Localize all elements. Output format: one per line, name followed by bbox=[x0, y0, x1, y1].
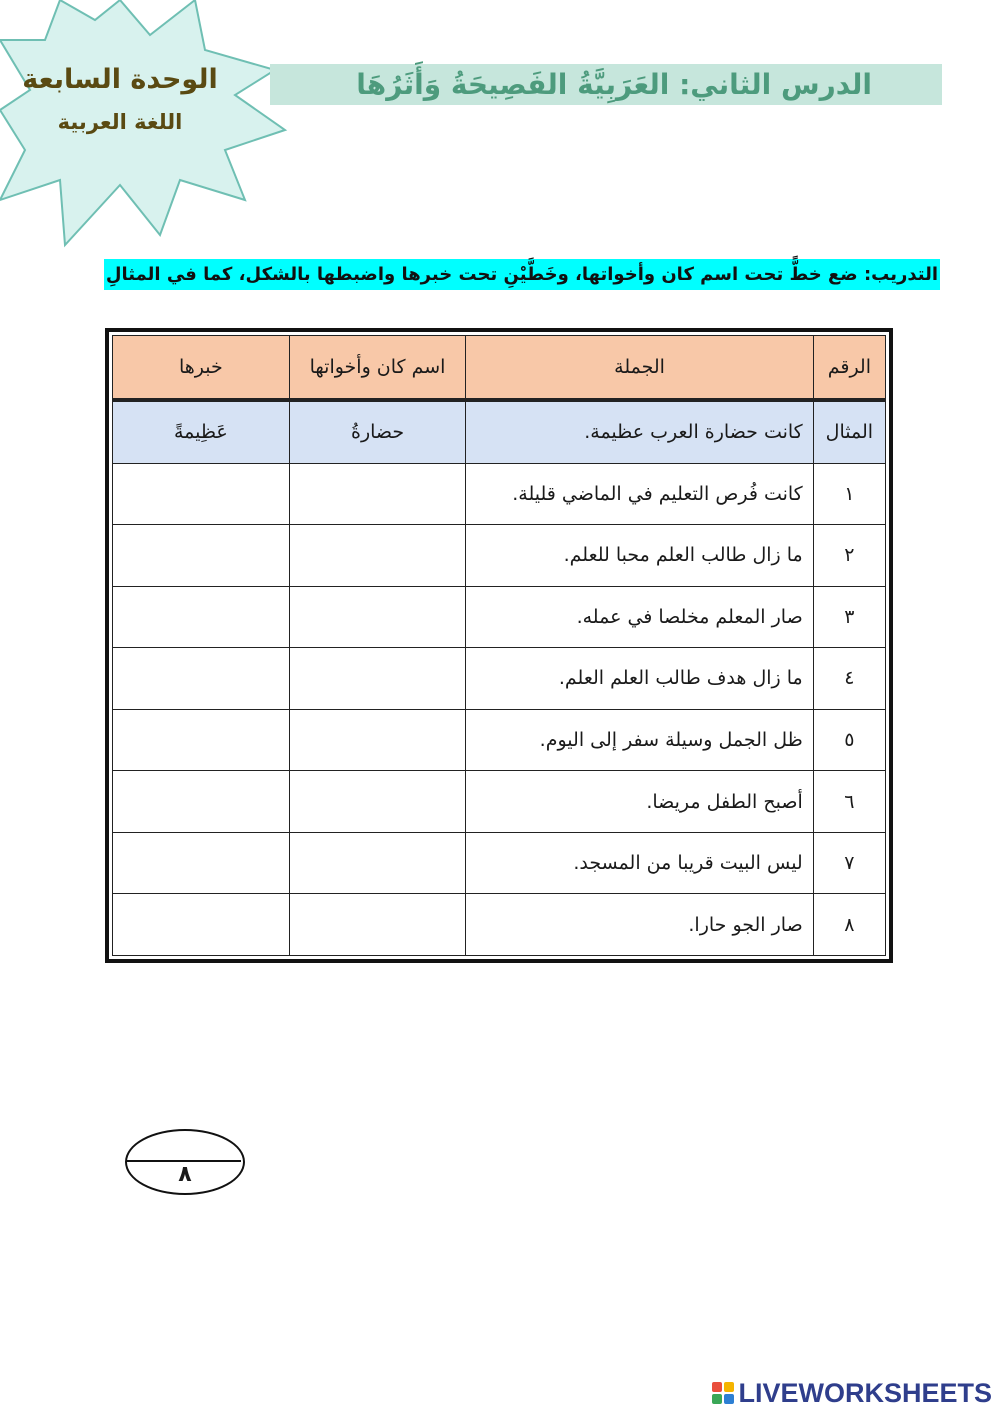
answer-predicate-cell[interactable] bbox=[113, 894, 290, 956]
answer-kana-noun-cell[interactable] bbox=[289, 709, 466, 771]
table-row bbox=[113, 463, 886, 525]
answer-predicate-cell[interactable] bbox=[113, 771, 290, 833]
liveworksheets-icon bbox=[712, 1382, 734, 1404]
exercise-table bbox=[112, 335, 886, 956]
header-number: الرقم bbox=[813, 336, 885, 401]
answer-kana-noun-cell[interactable] bbox=[289, 771, 466, 833]
answer-predicate-cell[interactable] bbox=[113, 463, 290, 525]
table-row bbox=[113, 586, 886, 648]
row-number: ٥ bbox=[813, 709, 885, 771]
row-sentence: صار الجو حارا. bbox=[466, 894, 813, 956]
row-sentence: ظل الجمل وسيلة سفر إلى اليوم. bbox=[466, 709, 813, 771]
table-row bbox=[113, 894, 886, 956]
lesson-title: الدرس الثاني: العَرَبِيَّةُ الفَصِيحَةُ وَأَثَرُهَا bbox=[356, 68, 872, 101]
answer-kana-noun-cell[interactable] bbox=[289, 586, 466, 648]
header-sentence: الجملة bbox=[466, 336, 813, 401]
row-number: ٦ bbox=[813, 771, 885, 833]
row-number: ١ bbox=[813, 463, 885, 525]
example-row bbox=[113, 400, 886, 463]
row-number: ٢ bbox=[813, 525, 885, 587]
unit-subject: اللغة العربية bbox=[57, 110, 183, 134]
table-row bbox=[113, 771, 886, 833]
exercise-table-frame bbox=[105, 328, 893, 963]
example-kana-noun: حضارةُ bbox=[289, 400, 466, 463]
table-row bbox=[113, 709, 886, 771]
page-number: ٨ bbox=[178, 1162, 192, 1187]
answer-kana-noun-cell[interactable] bbox=[289, 525, 466, 587]
example-sentence: كانت حضارة العرب عظيمة. bbox=[466, 400, 813, 463]
row-sentence: ما زال طالب العلم محبا للعلم. bbox=[466, 525, 813, 587]
row-sentence: صار المعلم مخلصا في عمله. bbox=[466, 586, 813, 648]
table-row bbox=[113, 832, 886, 894]
example-number: المثال bbox=[813, 400, 885, 463]
example-predicate: عَظِيمةً bbox=[113, 400, 290, 463]
answer-kana-noun-cell[interactable] bbox=[289, 832, 466, 894]
row-sentence: كانت فُرص التعليم في الماضي قليلة. bbox=[466, 463, 813, 525]
header-kana-noun: اسم كان وأخواتها bbox=[289, 336, 466, 401]
answer-predicate-cell[interactable] bbox=[113, 525, 290, 587]
row-number: ٤ bbox=[813, 648, 885, 710]
table-row bbox=[113, 648, 886, 710]
answer-predicate-cell[interactable] bbox=[113, 832, 290, 894]
answer-predicate-cell[interactable] bbox=[113, 586, 290, 648]
row-number: ٣ bbox=[813, 586, 885, 648]
table-header-row bbox=[113, 336, 886, 401]
row-number: ٨ bbox=[813, 894, 885, 956]
answer-predicate-cell[interactable] bbox=[113, 709, 290, 771]
answer-predicate-cell[interactable] bbox=[113, 648, 290, 710]
row-sentence: أصبح الطفل مريضا. bbox=[466, 771, 813, 833]
header-predicate: خبرها bbox=[113, 336, 290, 401]
exercise-instruction: التدريب: ضع خطًّ تحت اسم كان وأخواتها، وخَطَّيْنِ تحت خبرها واضبطها بالشكل، كما في المثالِ bbox=[104, 259, 940, 290]
row-sentence: ليس البيت قريبا من المسجد. bbox=[466, 832, 813, 894]
row-number: ٧ bbox=[813, 832, 885, 894]
row-sentence: ما زال هدف طالب العلم العلم. bbox=[466, 648, 813, 710]
answer-kana-noun-cell[interactable] bbox=[289, 648, 466, 710]
unit-title: الوحدة السابعة bbox=[22, 64, 218, 95]
answer-kana-noun-cell[interactable] bbox=[289, 463, 466, 525]
liveworksheets-logo bbox=[712, 1378, 992, 1408]
table-row bbox=[113, 525, 886, 587]
liveworksheets-wordmark: LIVEWORKSHEETS bbox=[738, 1377, 992, 1408]
answer-kana-noun-cell[interactable] bbox=[289, 894, 466, 956]
